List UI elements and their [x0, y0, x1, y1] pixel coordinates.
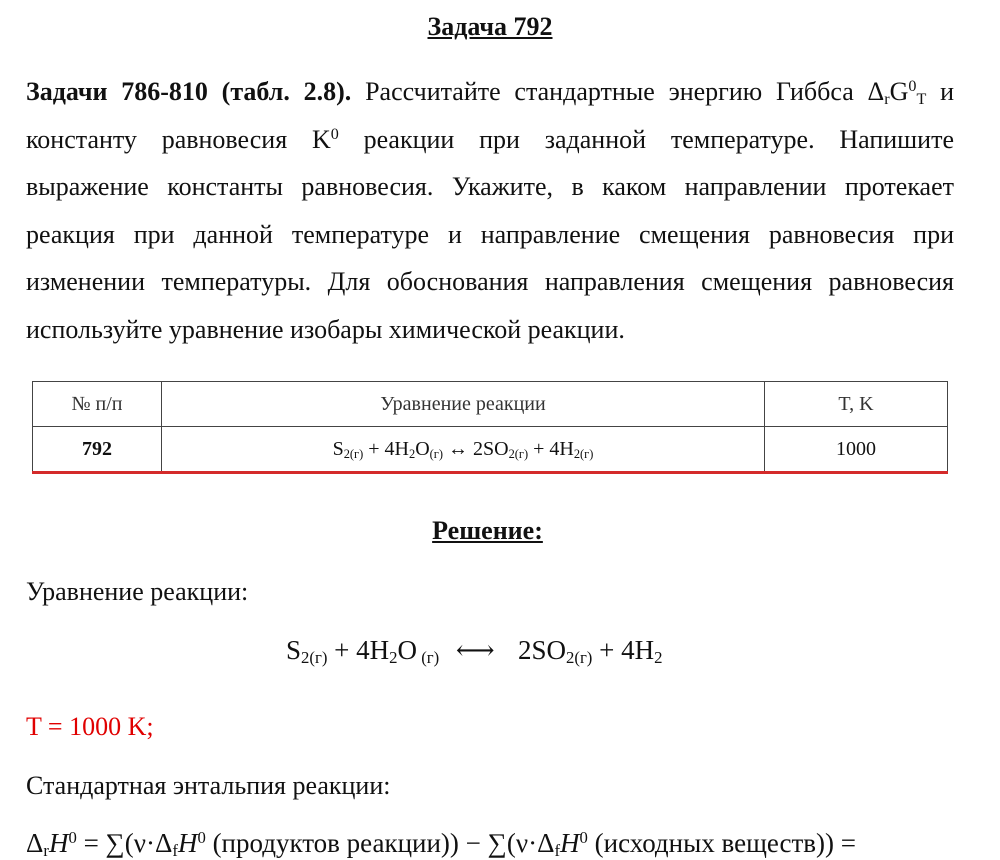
temperature-line: T = 1000 K;: [26, 712, 154, 741]
enthalpy-label: Стандартная энтальпия реакции:: [26, 771, 391, 800]
task-table: [32, 381, 948, 474]
header-number: № п/п: [33, 382, 162, 427]
page-title: Задача 792: [427, 12, 553, 41]
header-temperature: T, K: [765, 382, 948, 427]
reaction-label: Уравнение реакции:: [26, 577, 249, 606]
solution-heading: Решение:: [432, 516, 543, 545]
equilibrium-arrow-icon: ⟷: [455, 635, 495, 665]
header-reaction: Уравнение реакции: [162, 382, 765, 427]
enthalpy-formula: $\Delta_rH^0 = \sum(\nu\cdot\Delta_fH^0$ (продуктов реакции)) − $\sum(\nu\cdot\Delta_fH^0$ (исходных веществ)) =: [26, 827, 857, 860]
table-header-row: [33, 382, 948, 427]
reaction-cell: $S_{2(г)} + 4H_2O_{(г)}$ ↔ $2SO_{2(г)} + 4H_{2(г)}$: [162, 427, 765, 473]
task-number-cell: 792: [33, 427, 162, 473]
table-row: [33, 427, 948, 473]
temperature-cell: 1000: [765, 427, 948, 473]
task-description: Задачи 786-810 (табл. 2.8). Рассчитайте стандартные энергию Гиббса $\Delta_rG^0_T$ и константу равновесия $K^0$ реакции при заданной температуре. Напишите выражение константы равновесия. Укажите, в каком направлении протекает реакция при данной температуре и направление смещения равновесия при изменении температуры. Для обоснования направления смещения равновесия используйте уравнение изобары химической реакции.: [26, 77, 954, 344]
reaction-equation: $S_{2(г)} + 4H_2O$ $_{(г)}$ ⟷ $2SO_{2(г)} + 4H_2$: [286, 635, 663, 668]
task-label: Задачи 786-810 (табл. 2.8).: [26, 77, 352, 106]
